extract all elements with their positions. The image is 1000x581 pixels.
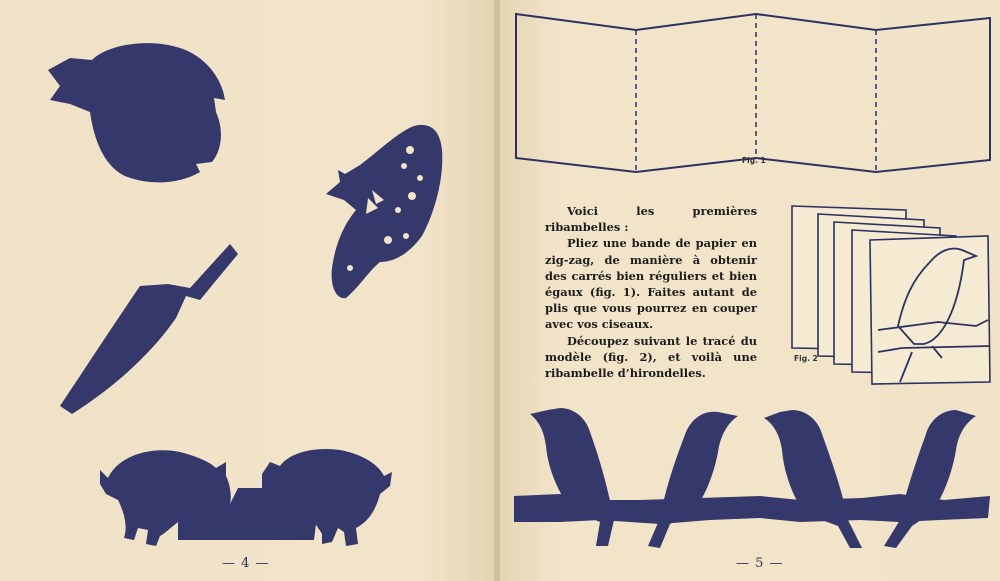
instructions-paragraph-2: Découpez suivant le tracé du modèle (fig. 2), et voilà une ribambelle d’hirondelles. [545,333,757,381]
pigs-garland-silhouette-icon [100,449,392,546]
instructions-text [545,203,757,381]
instructions-paragraph-1: Pliez une bande de papier en zig-zag, de manière à obtenir des carrés bien réguliers et bien égaux (fig. 1). Faites autant de plis que vous pourrez en couper avec vos ciseaux. [545,236,757,332]
fig2-folded-pages [792,206,990,384]
fig1-label: Fig. 1 [742,156,766,165]
fish-silhouette-icon [48,43,225,182]
fig1-folded-strip [516,14,990,172]
trowel-silhouette-icon [60,244,238,414]
right-page-number: — 5 — [736,556,784,571]
swallows-garland-icon [514,408,990,548]
butterfly-silhouette-icon [326,125,442,298]
instructions-title: Voici les premières ribambelles : [545,204,757,235]
left-page-number: — 4 — [222,556,270,571]
fig2-label: Fig. 2 [794,354,818,363]
